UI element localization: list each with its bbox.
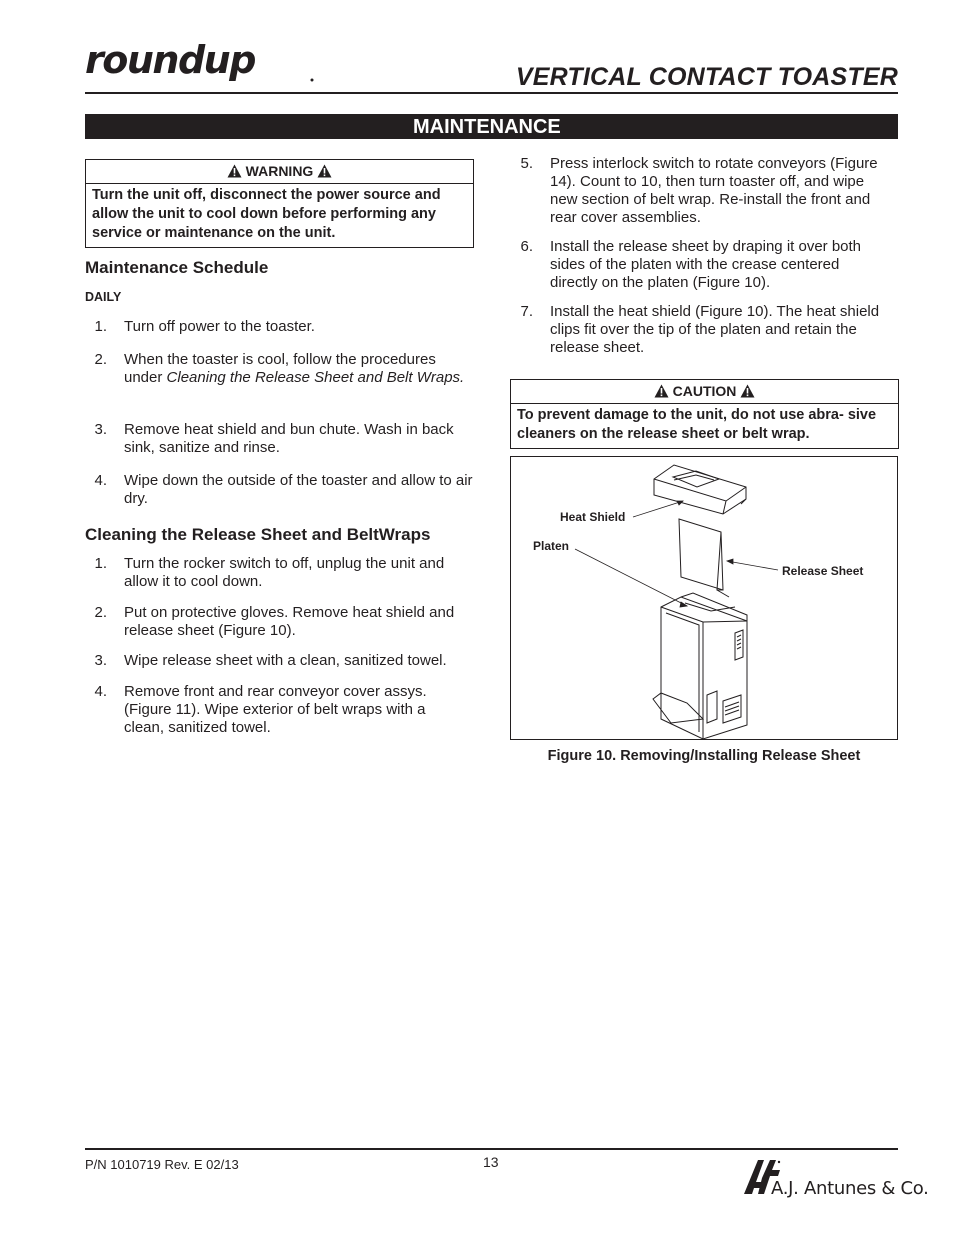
toaster-illustration <box>511 457 897 739</box>
warning-triangle-icon <box>317 164 332 178</box>
callout-heat-shield: Heat Shield <box>560 510 626 524</box>
caution-label: CAUTION <box>672 383 737 399</box>
header-rule <box>85 92 898 94</box>
callout-release-sheet: Release Sheet <box>782 564 864 578</box>
caution-box <box>510 379 899 449</box>
footer-rule <box>85 1148 898 1150</box>
company-name: A.J. Antunes & Co. <box>771 1178 929 1199</box>
cleaning-heading: Cleaning the Release Sheet and BeltWraps <box>85 525 431 544</box>
warning-text: Turn the unit off, disconnect the power source and allow the unit to cool down before performing any service or maintenance on the unit. <box>92 187 441 241</box>
figure-caption: Figure 10. Removing/Installing Release Sheet <box>547 748 861 764</box>
warning-triangle-icon <box>227 164 242 178</box>
daily-subheading: DAILY <box>85 290 122 304</box>
list-item: 2. When the toaster is cool, follow the procedures under Cleaning the Release Sheet and Belt Wraps. <box>94 351 465 386</box>
maintenance-schedule-heading: Maintenance Schedule <box>85 258 269 277</box>
figure-10 <box>510 456 898 740</box>
document-title: VERTICAL CONTACT TOASTER <box>515 63 898 91</box>
warning-label: WARNING <box>245 163 314 179</box>
warning-triangle-icon <box>740 384 755 398</box>
caution-header <box>511 380 898 404</box>
caution-text: To prevent damage to the unit, do not use abra- sive cleaners on the release sheet or belt wrap. <box>517 407 877 442</box>
section-title: MAINTENANCE <box>413 116 561 138</box>
warning-triangle-icon <box>654 384 669 398</box>
callout-platen: Platen <box>533 539 570 553</box>
warning-box <box>85 159 474 248</box>
roundup-logo <box>85 40 315 88</box>
page-number: 13 <box>483 1154 499 1170</box>
brand-wordmark: roundup <box>85 40 255 82</box>
part-number: P/N 1010719 Rev. E 02/13 <box>85 1157 239 1172</box>
warning-header <box>86 160 473 184</box>
section-bar <box>85 114 898 139</box>
